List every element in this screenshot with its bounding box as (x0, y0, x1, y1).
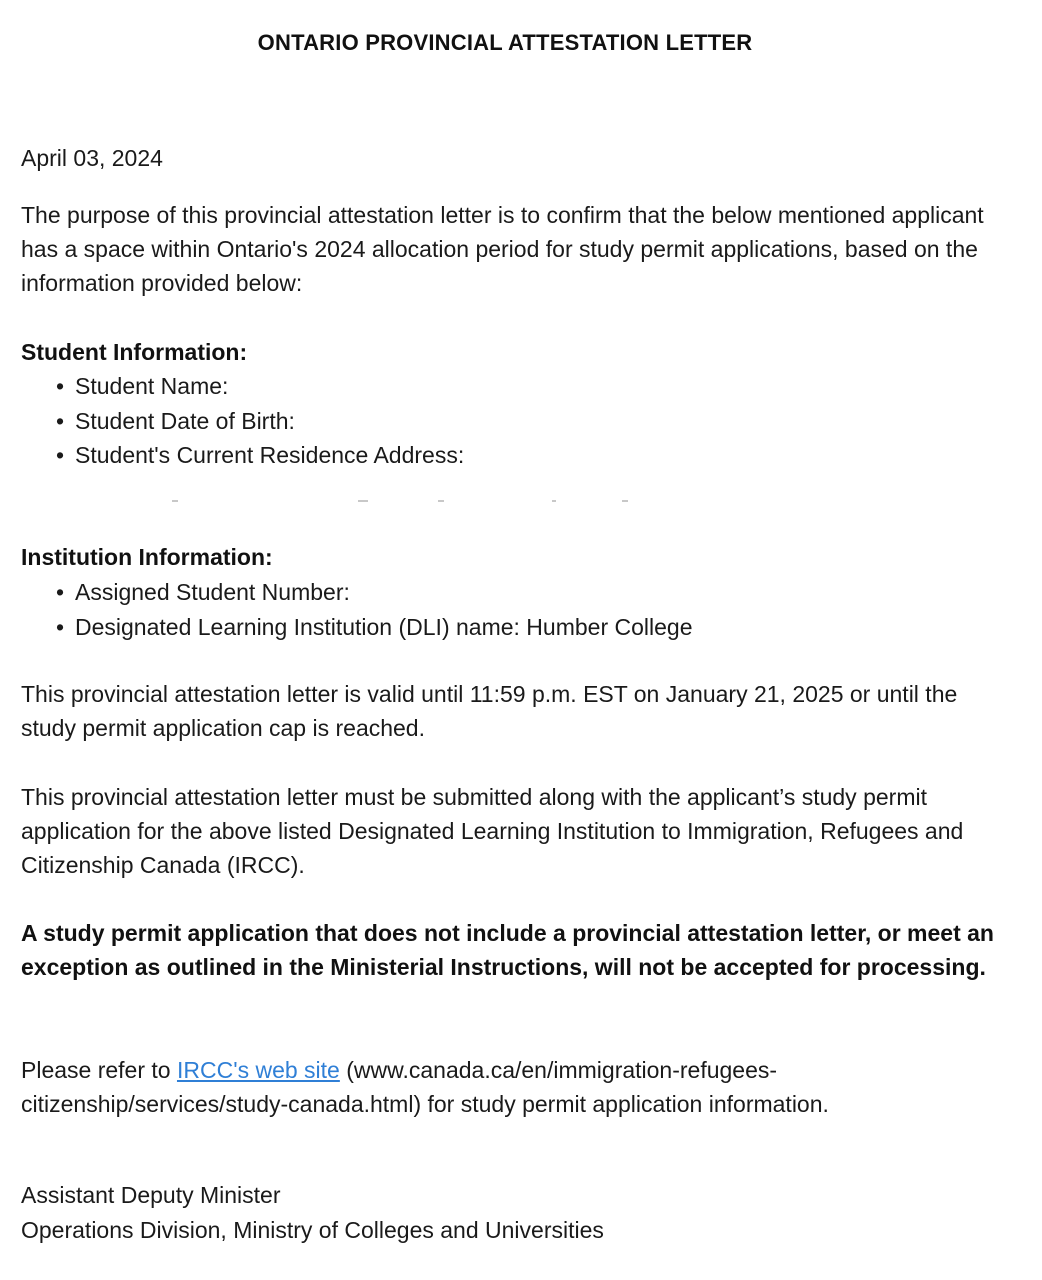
redaction-mark (172, 500, 178, 502)
redaction-mark (552, 500, 556, 502)
ircc-website-link[interactable]: IRCC's web site (176, 1057, 340, 1083)
redaction-mark (438, 500, 444, 502)
signature-division: Operations Division, Ministry of Colleges and Universities (21, 1217, 604, 1243)
institution-info-list (56, 575, 693, 644)
redaction-mark (622, 500, 628, 502)
letter-title: ONTARIO PROVINCIAL ATTESTATION LETTER (257, 30, 753, 55)
student-dob-item: • Student Date of Birth: (56, 404, 464, 439)
dli-name-item: • Designated Learning Institution (DLI) name: Humber College (56, 610, 693, 645)
student-info-heading: Student Information: (21, 339, 248, 365)
letter-date: April 03, 2024 (21, 145, 163, 171)
validity-paragraph: This provincial attestation letter is valid until 11:59 p.m. EST on January 21, 2025 or until the study permit application cap is reached. (21, 681, 958, 741)
student-address-item: • Student's Current Residence Address: (56, 438, 464, 473)
refer-paragraph (21, 1053, 951, 1121)
institution-info-heading: Institution Information: (21, 544, 273, 570)
submission-paragraph: This provincial attestation letter must be submitted along with the applicant’s study permit application for the above listed Designated Learning Institution to Immigration, Refugees and Citizenship Canada (IRCC). (21, 784, 964, 878)
student-name-item: • Student Name: (56, 369, 464, 404)
redaction-mark (358, 500, 368, 502)
warning-paragraph: A study permit application that does not include a provincial attestation letter, or meet an exception as outlined in the Ministerial Instructions, will not be accepted for processing. (21, 920, 994, 980)
intro-paragraph: The purpose of this provincial attestation letter is to confirm that the below mentioned applicant has a space within Ontario's 2024 allocation period for study permit applications, based on the information provided below: (21, 202, 984, 296)
signature-title: Assistant Deputy Minister (21, 1182, 281, 1208)
student-info-list (56, 369, 464, 473)
student-number-item: • Assigned Student Number: (56, 575, 693, 610)
refer-prefix: Please refer to (21, 1057, 177, 1083)
refer-suffix: (www.canada.ca/en/immigration-refugees-citizenship/services/study-canada.html) for study permit application information. (21, 1057, 829, 1117)
